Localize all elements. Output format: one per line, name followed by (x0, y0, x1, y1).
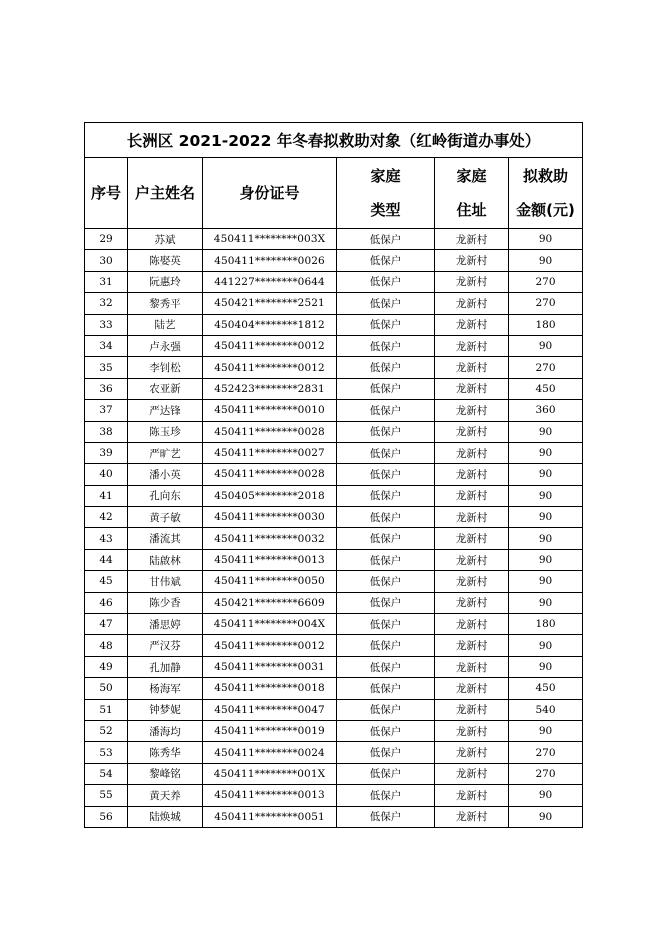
cell-name: 黎秀平 (128, 293, 203, 314)
header-amount-line1: 拟救助 (523, 167, 569, 185)
cell-no: 43 (85, 528, 128, 549)
cell-address: 龙新村 (435, 229, 509, 250)
title-row (85, 123, 583, 158)
cell-household-type: 低保户 (337, 378, 435, 399)
table-row (85, 720, 583, 741)
cell-amount: 90 (509, 335, 583, 356)
cell-address: 龙新村 (435, 314, 509, 335)
cell-no: 48 (85, 635, 128, 656)
cell-id-number: 450411********003X (203, 229, 337, 250)
cell-no: 38 (85, 421, 128, 442)
cell-no: 50 (85, 678, 128, 699)
cell-address: 龙新村 (435, 378, 509, 399)
table-row (85, 656, 583, 677)
cell-no: 32 (85, 293, 128, 314)
table-row (85, 635, 583, 656)
cell-household-type: 低保户 (337, 635, 435, 656)
table-row (85, 678, 583, 699)
cell-household-type: 低保户 (337, 335, 435, 356)
cell-address: 龙新村 (435, 742, 509, 763)
cell-no: 29 (85, 229, 128, 250)
cell-household-type: 低保户 (337, 720, 435, 741)
cell-id-number: 450411********0047 (203, 699, 337, 720)
cell-id-number: 450404********1812 (203, 314, 337, 335)
table-row (85, 614, 583, 635)
cell-household-type: 低保户 (337, 592, 435, 613)
table-row (85, 528, 583, 549)
cell-no: 37 (85, 400, 128, 421)
cell-no: 30 (85, 250, 128, 271)
cell-id-number: 450411********0019 (203, 720, 337, 741)
header-amount (509, 158, 583, 229)
cell-name: 陈少香 (128, 592, 203, 613)
header-type-line1: 家庭 (370, 167, 401, 185)
cell-amount: 90 (509, 785, 583, 806)
cell-amount: 180 (509, 314, 583, 335)
table-row (85, 785, 583, 806)
cell-address: 龙新村 (435, 571, 509, 592)
cell-amount: 540 (509, 699, 583, 720)
cell-amount: 270 (509, 357, 583, 378)
header-address (435, 158, 509, 229)
cell-household-type: 低保户 (337, 442, 435, 463)
cell-name: 严旷艺 (128, 442, 203, 463)
cell-household-type: 低保户 (337, 656, 435, 677)
cell-id-number: 450411********0030 (203, 507, 337, 528)
table-row (85, 378, 583, 399)
table-row (85, 357, 583, 378)
cell-id-number: 450411********0028 (203, 421, 337, 442)
cell-name: 李钊松 (128, 357, 203, 378)
cell-name: 阮惠玲 (128, 271, 203, 292)
cell-name: 钟梦妮 (128, 699, 203, 720)
cell-amount: 90 (509, 464, 583, 485)
cell-amount: 90 (509, 485, 583, 506)
cell-address: 龙新村 (435, 806, 509, 827)
table-row (85, 507, 583, 528)
cell-name: 潘小英 (128, 464, 203, 485)
cell-household-type: 低保户 (337, 806, 435, 827)
table-row (85, 571, 583, 592)
cell-id-number: 450421********2521 (203, 293, 337, 314)
cell-address: 龙新村 (435, 592, 509, 613)
cell-amount: 270 (509, 271, 583, 292)
cell-household-type: 低保户 (337, 614, 435, 635)
cell-id-number: 450411********0032 (203, 528, 337, 549)
header-name: 户主姓名 (128, 158, 203, 229)
cell-id-number: 450411********001X (203, 763, 337, 784)
table-row (85, 699, 583, 720)
cell-amount: 270 (509, 742, 583, 763)
cell-address: 龙新村 (435, 699, 509, 720)
cell-name: 黄子敏 (128, 507, 203, 528)
cell-id-number: 450411********0012 (203, 357, 337, 378)
cell-address: 龙新村 (435, 528, 509, 549)
cell-amount: 450 (509, 678, 583, 699)
cell-no: 47 (85, 614, 128, 635)
cell-id-number: 450411********0024 (203, 742, 337, 763)
table-row (85, 293, 583, 314)
cell-no: 45 (85, 571, 128, 592)
cell-amount: 90 (509, 656, 583, 677)
cell-address: 龙新村 (435, 271, 509, 292)
cell-address: 龙新村 (435, 549, 509, 570)
cell-name: 潘流其 (128, 528, 203, 549)
cell-amount: 360 (509, 400, 583, 421)
cell-no: 49 (85, 656, 128, 677)
cell-no: 53 (85, 742, 128, 763)
cell-id-number: 450411********0027 (203, 442, 337, 463)
cell-no: 44 (85, 549, 128, 570)
cell-amount: 90 (509, 442, 583, 463)
cell-id-number: 452423********2831 (203, 378, 337, 399)
cell-name: 孔加静 (128, 656, 203, 677)
table-row (85, 229, 583, 250)
table-row (85, 742, 583, 763)
cell-amount: 90 (509, 507, 583, 528)
cell-household-type: 低保户 (337, 571, 435, 592)
cell-address: 龙新村 (435, 400, 509, 421)
cell-amount: 90 (509, 528, 583, 549)
cell-amount: 270 (509, 293, 583, 314)
relief-recipients-table (84, 122, 583, 828)
table-row (85, 271, 583, 292)
cell-id-number: 450411********0018 (203, 678, 337, 699)
cell-amount: 90 (509, 229, 583, 250)
cell-no: 35 (85, 357, 128, 378)
cell-amount: 90 (509, 250, 583, 271)
cell-no: 39 (85, 442, 128, 463)
cell-name: 潘思婷 (128, 614, 203, 635)
table-row (85, 421, 583, 442)
cell-id-number: 450411********0012 (203, 635, 337, 656)
header-id: 身份证号 (203, 158, 337, 229)
cell-id-number: 441227********0644 (203, 271, 337, 292)
cell-address: 龙新村 (435, 678, 509, 699)
cell-address: 龙新村 (435, 656, 509, 677)
cell-no: 52 (85, 720, 128, 741)
cell-id-number: 450405********2018 (203, 485, 337, 506)
cell-name: 黄天养 (128, 785, 203, 806)
header-row (85, 158, 583, 229)
cell-household-type: 低保户 (337, 742, 435, 763)
table-row (85, 549, 583, 570)
table-row (85, 806, 583, 827)
table-row (85, 314, 583, 335)
cell-address: 龙新村 (435, 464, 509, 485)
table-row (85, 464, 583, 485)
cell-address: 龙新村 (435, 421, 509, 442)
cell-household-type: 低保户 (337, 357, 435, 378)
cell-amount: 90 (509, 549, 583, 570)
cell-amount: 90 (509, 592, 583, 613)
cell-address: 龙新村 (435, 614, 509, 635)
cell-amount: 90 (509, 635, 583, 656)
cell-household-type: 低保户 (337, 464, 435, 485)
header-no: 序号 (85, 158, 128, 229)
table-row (85, 485, 583, 506)
cell-no: 55 (85, 785, 128, 806)
cell-name: 黎峰铭 (128, 763, 203, 784)
cell-household-type: 低保户 (337, 549, 435, 570)
cell-address: 龙新村 (435, 507, 509, 528)
cell-household-type: 低保户 (337, 421, 435, 442)
cell-id-number: 450411********0031 (203, 656, 337, 677)
cell-address: 龙新村 (435, 293, 509, 314)
cell-name: 陆焕城 (128, 806, 203, 827)
cell-name: 陆艺 (128, 314, 203, 335)
table-title: 长洲区 2021-2022 年冬春拟救助对象（红岭街道办事处） (85, 123, 583, 158)
cell-name: 农亚新 (128, 378, 203, 399)
cell-name: 潘海均 (128, 720, 203, 741)
cell-id-number: 450411********0050 (203, 571, 337, 592)
cell-address: 龙新村 (435, 485, 509, 506)
cell-household-type: 低保户 (337, 528, 435, 549)
table-body (85, 229, 583, 828)
cell-no: 36 (85, 378, 128, 399)
cell-address: 龙新村 (435, 357, 509, 378)
cell-address: 龙新村 (435, 763, 509, 784)
cell-name: 卢永强 (128, 335, 203, 356)
cell-no: 46 (85, 592, 128, 613)
header-type-line2: 类型 (370, 201, 401, 219)
cell-household-type: 低保户 (337, 400, 435, 421)
header-amount-line2: 金额(元) (516, 201, 575, 219)
cell-no: 34 (85, 335, 128, 356)
cell-household-type: 低保户 (337, 507, 435, 528)
cell-amount: 180 (509, 614, 583, 635)
cell-amount: 90 (509, 720, 583, 741)
cell-household-type: 低保户 (337, 271, 435, 292)
cell-name: 严汉芬 (128, 635, 203, 656)
cell-household-type: 低保户 (337, 314, 435, 335)
header-address-line2: 住址 (456, 201, 487, 219)
cell-id-number: 450421********6609 (203, 592, 337, 613)
cell-no: 56 (85, 806, 128, 827)
cell-id-number: 450411********0051 (203, 806, 337, 827)
table-row (85, 250, 583, 271)
cell-name: 苏斌 (128, 229, 203, 250)
cell-address: 龙新村 (435, 635, 509, 656)
cell-household-type: 低保户 (337, 229, 435, 250)
table-row (85, 592, 583, 613)
cell-amount: 90 (509, 571, 583, 592)
cell-no: 31 (85, 271, 128, 292)
header-type (337, 158, 435, 229)
table-row (85, 763, 583, 784)
cell-id-number: 450411********004X (203, 614, 337, 635)
cell-id-number: 450411********0012 (203, 335, 337, 356)
cell-household-type: 低保户 (337, 785, 435, 806)
cell-household-type: 低保户 (337, 678, 435, 699)
cell-name: 孔向东 (128, 485, 203, 506)
table-row (85, 335, 583, 356)
cell-name: 陆啟林 (128, 549, 203, 570)
cell-household-type: 低保户 (337, 699, 435, 720)
table-row (85, 400, 583, 421)
cell-name: 陈玉珍 (128, 421, 203, 442)
cell-id-number: 450411********0013 (203, 549, 337, 570)
cell-no: 42 (85, 507, 128, 528)
cell-amount: 90 (509, 806, 583, 827)
cell-address: 龙新村 (435, 785, 509, 806)
cell-household-type: 低保户 (337, 250, 435, 271)
cell-no: 51 (85, 699, 128, 720)
cell-household-type: 低保户 (337, 485, 435, 506)
cell-id-number: 450411********0026 (203, 250, 337, 271)
cell-address: 龙新村 (435, 442, 509, 463)
cell-address: 龙新村 (435, 250, 509, 271)
cell-name: 杨海军 (128, 678, 203, 699)
cell-address: 龙新村 (435, 720, 509, 741)
cell-id-number: 450411********0013 (203, 785, 337, 806)
cell-no: 54 (85, 763, 128, 784)
table-row (85, 442, 583, 463)
cell-name: 严达锋 (128, 400, 203, 421)
cell-name: 陈娶英 (128, 250, 203, 271)
cell-id-number: 450411********0028 (203, 464, 337, 485)
cell-name: 甘伟斌 (128, 571, 203, 592)
cell-household-type: 低保户 (337, 293, 435, 314)
cell-amount: 270 (509, 763, 583, 784)
cell-id-number: 450411********0010 (203, 400, 337, 421)
cell-household-type: 低保户 (337, 763, 435, 784)
cell-address: 龙新村 (435, 335, 509, 356)
cell-no: 33 (85, 314, 128, 335)
header-address-line1: 家庭 (456, 167, 487, 185)
cell-no: 40 (85, 464, 128, 485)
cell-name: 陈秀华 (128, 742, 203, 763)
cell-amount: 450 (509, 378, 583, 399)
cell-amount: 90 (509, 421, 583, 442)
cell-no: 41 (85, 485, 128, 506)
